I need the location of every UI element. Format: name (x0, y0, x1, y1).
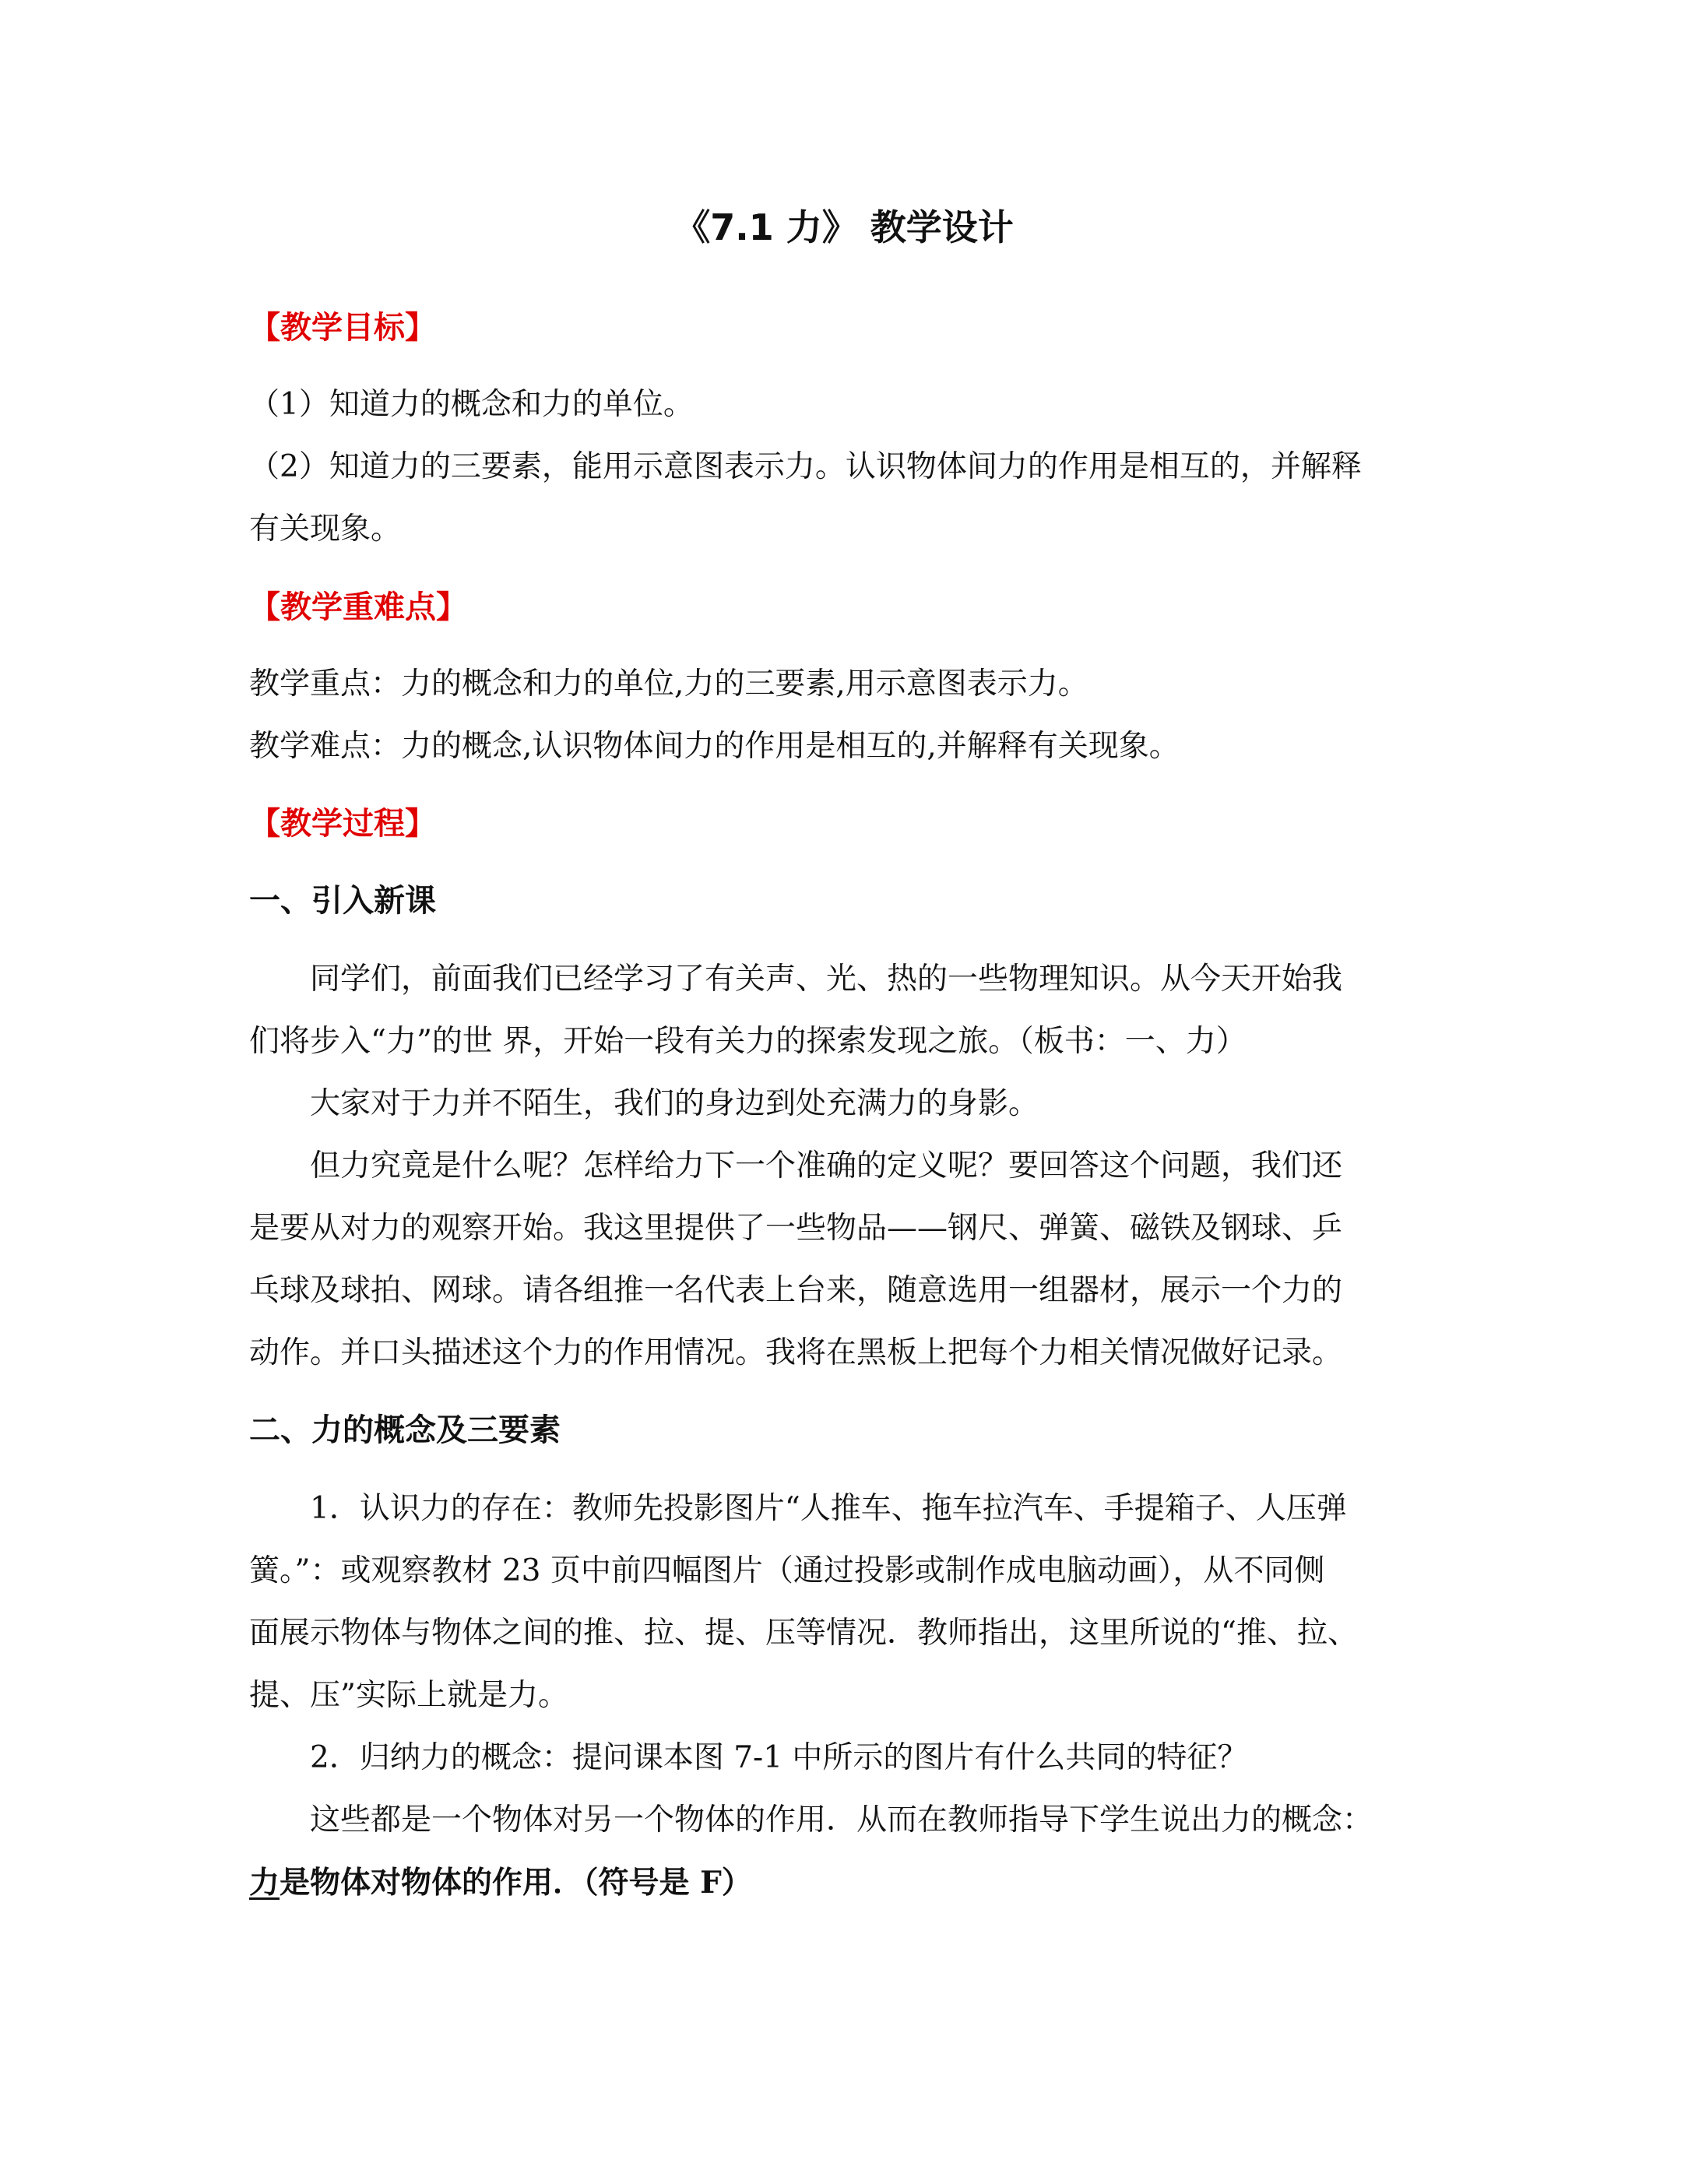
concept-paragraph-line: 2．归纳力的概念：提问课本图 7-1 中所示的图片有什么共同的特征？ (310, 1740, 1248, 1775)
intro-paragraph-line: 动作。并口头描述这个力的作用情况。我将在黑板上把每个力相关情况做好记录。 (249, 1335, 1343, 1370)
section-heading-process: 【教学过程】 (249, 806, 436, 842)
intro-paragraph-line: 们将步入“力”的世 界，开始一段有关力的探索发现之旅。（板书：一、力） (249, 1024, 1247, 1059)
concept-paragraph-line: 簧。”：或观察教材 23 页中前四幅图片（通过投影或制作成电脑动画），从不同侧 (249, 1553, 1325, 1588)
concept-paragraph-line: 面展示物体与物体之间的推、拉、提、压等情况．教师指出，这里所说的“推、拉、 (249, 1616, 1358, 1651)
goal-line-3: 有关现象。 (249, 512, 402, 547)
concept-paragraph-line: 1．认识力的存在：教师先投影图片“人推车、拖车拉汽车、手提箱子、人压弹 (310, 1491, 1347, 1526)
keypoint-line-1: 教学重点：力的概念和力的单位,力的三要素,用示意图表示力。 (249, 666, 1088, 702)
keypoint-line-2: 教学难点：力的概念,认识物体间力的作用是相互的,并解释有关现象。 (249, 729, 1180, 764)
force-definition-term: 力 (249, 1865, 280, 1901)
part-heading-concept: 二、力的概念及三要素 (249, 1412, 561, 1448)
concept-paragraph-line: 提、压”实际上就是力。 (249, 1678, 568, 1713)
intro-paragraph-line: 是要从对力的观察开始。我这里提供了一些物品——钢尺、弹簧、磁铁及钢球、乒 (249, 1211, 1343, 1246)
intro-paragraph-line: 大家对于力并不陌生，我们的身边到处充满力的身影。 (310, 1086, 1039, 1121)
concept-paragraph-line: 这些都是一个物体对另一个物体的作用．从而在教师指导下学生说出力的概念： (310, 1802, 1373, 1838)
intro-paragraph-line: 乓球及球拍、网球。请各组推一名代表上台来，随意选用一组器材，展示一个力的 (249, 1273, 1343, 1308)
goal-line-1: （1）知道力的概念和力的单位。 (249, 387, 694, 422)
document-title: 《7.1 力》 教学设计 (674, 206, 1014, 248)
force-definition-line (249, 1861, 1448, 1904)
force-definition-text: 是物体对物体的作用．（符号是 F） (280, 1865, 752, 1901)
intro-paragraph-line: 但力究竟是什么呢？怎样给力下一个准确的定义呢？要回答这个问题，我们还 (310, 1148, 1343, 1183)
intro-paragraph-line: 同学们，前面我们已经学习了有关声、光、热的一些物理知识。从今天开始我 (310, 962, 1343, 997)
section-heading-keypoints: 【教学重难点】 (249, 589, 467, 625)
section-heading-goals: 【教学目标】 (249, 310, 436, 346)
goal-line-2: （2）知道力的三要素，能用示意图表示力。认识物体间力的作用是相互的，并解释 (249, 449, 1362, 484)
part-heading-intro: 一、引入新课 (249, 883, 436, 919)
